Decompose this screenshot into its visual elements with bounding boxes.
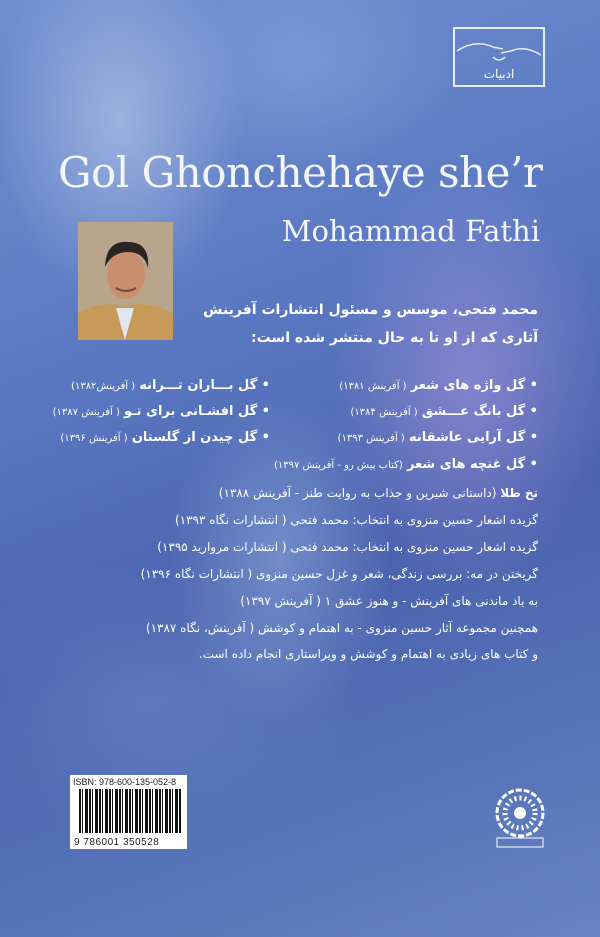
series-logo-label: ادبیات: [483, 67, 515, 81]
author-portrait: [78, 222, 173, 340]
barcode-bars: [79, 789, 181, 833]
work-note: (کتاب پیش رو - آفرینش ۱۳۹۷): [273, 460, 403, 471]
publisher-logo: [483, 787, 555, 849]
work-item: [60, 430, 270, 445]
work-title: • گل غنچه های شعر: [406, 457, 538, 472]
work-item: [53, 404, 270, 419]
work-item: [71, 378, 270, 393]
other-work: گزیده اشعار حسین منزوی به انتخاب: محمد فتحی ( انتشارات نگاه ۱۳۹۳): [174, 513, 538, 527]
other-work: گریختن در مه: بررسی زندگی، شعر و غزل حسین منزوی ( انتشارات نگاه ۱۳۹۶): [140, 567, 538, 581]
other-work: گزیده اشعار حسین منزوی به انتخاب: محمد فتحی ( انتشارات مروارید ۱۳۹۵): [157, 540, 538, 554]
work-title: • گل افشـانی برای تـو: [124, 404, 270, 419]
barcode-digits: 9 786001 350528: [74, 837, 160, 848]
work-note: ( آفرینش ۱۳۹۶): [60, 433, 128, 444]
other-work: همچنین مجموعه آثار حسین منزوی - به اهتمام و کوشش ( آفرینش، نگاه ۱۳۸۷): [145, 621, 538, 635]
work-note: ( آفرینش ۱۳۸۷): [52, 407, 120, 418]
work-item: [350, 404, 538, 419]
author-bio: محمد فتحی، موسس و مسئول انتشارات آفرینش: [203, 302, 538, 318]
book-title: Gol Ghonchehaye she’r: [58, 148, 543, 197]
work-note: ( آفرینش۱۳۸۲): [71, 381, 136, 392]
work-note: (داستانی شیرین و جذاب به روایت طنز - آفرینش ۱۳۸۸): [218, 486, 497, 500]
work-note: ( آفرینش ۱۳۹۳): [337, 433, 405, 444]
work-title: • گل بانگ عـــشق: [421, 404, 538, 419]
work-title: • گل واژه های شعر: [410, 378, 538, 393]
work-item: [274, 457, 538, 472]
work-note: ( آفرینش ۱۳۸۱): [339, 381, 407, 392]
other-work: به یاد ماندنی های آفرینش - و هنوز عشق ۱ ( آفرینش ۱۳۹۷): [240, 594, 538, 608]
portrait-image: [78, 222, 173, 340]
author-name: Mohammad Fathi: [281, 214, 540, 248]
work-title: • گل چیدن از گلستان: [131, 430, 270, 445]
rosette-icon: [483, 787, 555, 849]
isbn-number: ISBN: 978-600-135-052-8: [73, 777, 177, 787]
series-logo: [453, 27, 545, 87]
work-title: • گل بـــاران تـــرانه: [139, 378, 270, 393]
work-item: [339, 378, 538, 393]
other-work: [219, 486, 538, 500]
works-heading: آثاری که از او تا به حال منتشر شده است:: [251, 330, 538, 346]
work-item: [338, 430, 538, 445]
barcode: [70, 775, 187, 849]
work-note: ( آفرینش ۱۳۸۴): [350, 407, 418, 418]
work-title: • گل آرایی عاشقانه: [408, 430, 538, 445]
other-work: و کتاب های زیادی به اهتمام و کوشش و ویراستاری انجام داده است.: [198, 647, 538, 661]
work-title: تخ طلا: [500, 486, 538, 500]
